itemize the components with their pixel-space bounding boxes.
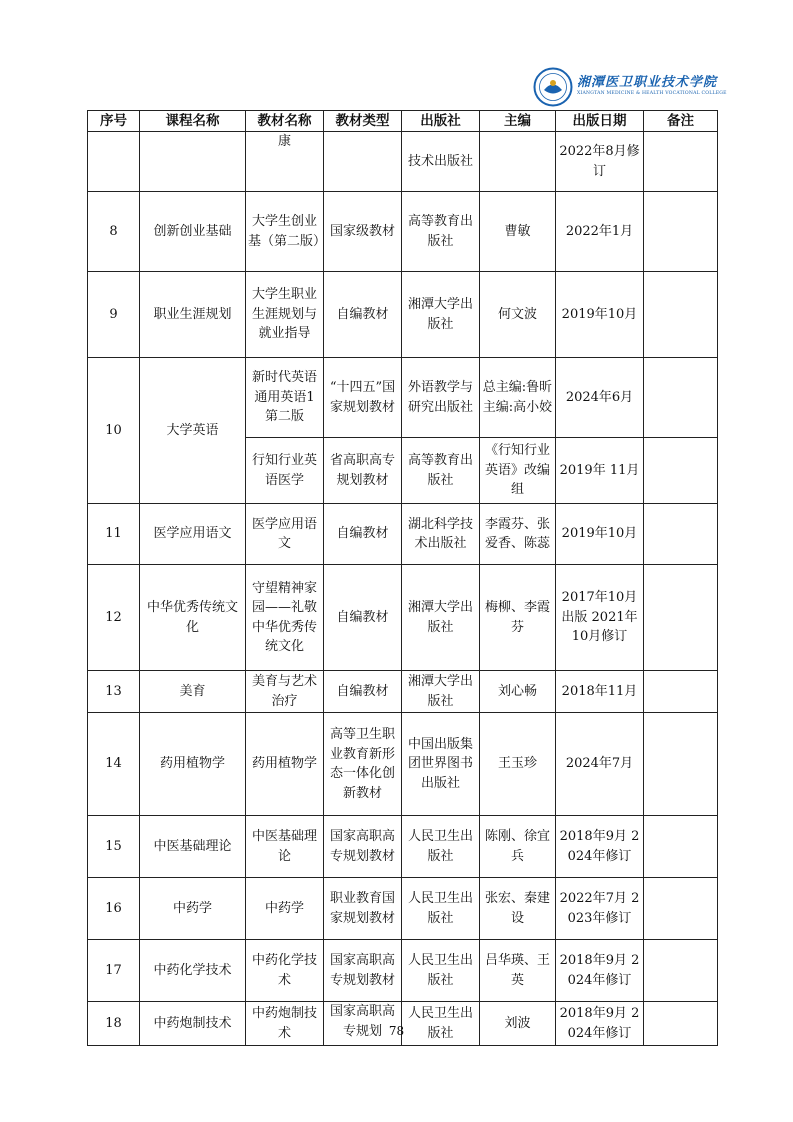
header-no: 序号 (88, 111, 140, 132)
cell-course: 药用植物学 (140, 713, 246, 816)
cell-publisher: 湘潭大学出版社 (402, 671, 480, 713)
table-row (88, 816, 718, 878)
college-logo (533, 67, 727, 113)
cell-publisher: 高等教育出版社 (402, 192, 480, 272)
college-name-english: XIANGTAN MEDICINE & HEALTH VOCATIONAL COLLEGE (577, 91, 727, 96)
header-textbook: 教材名称 (246, 111, 324, 132)
header-date: 出版日期 (556, 111, 644, 132)
cell-date: 2018年9月 2024年修订 (556, 816, 644, 878)
cell-note (644, 816, 718, 878)
table-row (88, 504, 718, 565)
header-course: 课程名称 (140, 111, 246, 132)
cell-note (644, 358, 718, 438)
cell-textbook: 守望精神家园——礼敬中华优秀传统文化 (246, 565, 324, 671)
cell-editor: 《行知行业英语》改编组 (480, 438, 556, 504)
cell-date: 2019年 11月 (556, 438, 644, 504)
cell-textbook: 中药学 (246, 878, 324, 940)
table-header-row (88, 111, 718, 132)
cell-editor: 梅柳、李霞芬 (480, 565, 556, 671)
cell-note (644, 192, 718, 272)
cell-course: 大学英语 (140, 358, 246, 504)
cell-date: 2018年9月 2024年修订 (556, 940, 644, 1002)
cell-date: 2022年1月 (556, 192, 644, 272)
cell-editor: 刘波 (480, 1002, 556, 1046)
cell-course: 中医基础理论 (140, 816, 246, 878)
cell-course: 中药化学技术 (140, 940, 246, 1002)
cell-course: 医学应用语文 (140, 504, 246, 565)
cell-publisher: 湖北科学技术出版社 (402, 504, 480, 565)
cell-date: 2024年7月 (556, 713, 644, 816)
cell-date: 2019年10月 (556, 504, 644, 565)
cell-editor: 吕华瑛、王英 (480, 940, 556, 1002)
cell-date: 2019年10月 (556, 272, 644, 358)
header-note: 备注 (644, 111, 718, 132)
cell-textbook: 中药化学技术 (246, 940, 324, 1002)
cell-type: 自编教材 (324, 272, 402, 358)
cell-type: 国家级教材 (324, 192, 402, 272)
cell-publisher: 人民卫生出版社 (402, 1002, 480, 1046)
cell-editor (480, 132, 556, 192)
cell-publisher: 技术出版社 (402, 132, 480, 192)
cell-note (644, 438, 718, 504)
cell-textbook: 新时代英语通用英语1 第二版 (246, 358, 324, 438)
cell-editor: 曹敏 (480, 192, 556, 272)
cell-type: 国家高职高专规划 (324, 1002, 402, 1046)
cell-course: 中药学 (140, 878, 246, 940)
cell-note (644, 504, 718, 565)
cell-publisher: 高等教育出版社 (402, 438, 480, 504)
cell-type: 国家高职高专规划教材 (324, 940, 402, 1002)
cell-publisher: 外语教学与研究出版社 (402, 358, 480, 438)
cell-textbook: 医学应用语文 (246, 504, 324, 565)
cell-date: 2018年9月 2024年修订 (556, 1002, 644, 1046)
cell-no (88, 132, 140, 192)
cell-editor: 何文波 (480, 272, 556, 358)
cell-publisher: 湘潭大学出版社 (402, 272, 480, 358)
cell-date: 2022年8月修订 (556, 132, 644, 192)
table-row (88, 671, 718, 713)
cell-course: 中华优秀传统文化 (140, 565, 246, 671)
table-row (88, 358, 718, 438)
cell-course: 美育 (140, 671, 246, 713)
cell-type: 自编教材 (324, 671, 402, 713)
page-number: 78 (388, 1024, 405, 1038)
cell-note (644, 878, 718, 940)
cell-course: 职业生涯规划 (140, 272, 246, 358)
cell-textbook: 美育与艺术治疗 (246, 671, 324, 713)
table-row (88, 565, 718, 671)
cell-type: 自编教材 (324, 565, 402, 671)
cell-textbook: 行知行业英语医学 (246, 438, 324, 504)
cell-note (644, 940, 718, 1002)
college-name: 湘潭医卫职业技术学院 (577, 75, 718, 90)
cell-date: 2017年10月出版 2021年10月修订 (556, 565, 644, 671)
cell-textbook: 大学生职业生涯规划与就业指导 (246, 272, 324, 358)
cell-no: 14 (88, 713, 140, 816)
table-row (88, 272, 718, 358)
cell-note (644, 713, 718, 816)
cell-editor: 王玉珍 (480, 713, 556, 816)
cell-no: 17 (88, 940, 140, 1002)
cell-textbook: 康 (246, 132, 324, 192)
cell-no: 9 (88, 272, 140, 358)
cell-type: “十四五”国家规划教材 (324, 358, 402, 438)
cell-no: 15 (88, 816, 140, 878)
table-row-continued (88, 132, 718, 192)
cell-no: 16 (88, 878, 140, 940)
cell-note (644, 132, 718, 192)
cell-publisher: 人民卫生出版社 (402, 816, 480, 878)
cell-editor: 总主编:鲁昕 主编:高小姣 (480, 358, 556, 438)
header-editor: 主编 (480, 111, 556, 132)
cell-type: 职业教育国家规划教材 (324, 878, 402, 940)
table-row (88, 940, 718, 1002)
cell-type (324, 132, 402, 192)
cell-type: 国家高职高专规划教材 (324, 816, 402, 878)
cell-course: 创新创业基础 (140, 192, 246, 272)
cell-textbook: 中药炮制技术 (246, 1002, 324, 1046)
cell-publisher: 湘潭大学出版社 (402, 565, 480, 671)
table-row (88, 878, 718, 940)
cell-editor: 李霞芬、张爱香、陈蕊 (480, 504, 556, 565)
cell-editor: 刘心畅 (480, 671, 556, 713)
cell-course: 中药炮制技术 (140, 1002, 246, 1046)
cell-date: 2022年7月 2023年修订 (556, 878, 644, 940)
cell-no: 10 (88, 358, 140, 504)
cell-textbook: 药用植物学 (246, 713, 324, 816)
cell-type: 省高职高专规划教材 (324, 438, 402, 504)
cell-note (644, 272, 718, 358)
cell-no: 13 (88, 671, 140, 713)
textbook-table (87, 110, 718, 1046)
cell-no: 8 (88, 192, 140, 272)
cell-publisher: 人民卫生出版社 (402, 940, 480, 1002)
cell-publisher: 中国出版集团世界图书出版社 (402, 713, 480, 816)
cell-no: 18 (88, 1002, 140, 1046)
cell-type: 自编教材 (324, 504, 402, 565)
cell-course (140, 132, 246, 192)
cell-editor: 陈刚、徐宜兵 (480, 816, 556, 878)
header-publisher: 出版社 (402, 111, 480, 132)
cell-note (644, 565, 718, 671)
cell-date: 2024年6月 (556, 358, 644, 438)
cell-no: 12 (88, 565, 140, 671)
table-row (88, 192, 718, 272)
cell-textbook: 大学生创业基（第二版） (246, 192, 324, 272)
cell-editor: 张宏、秦建设 (480, 878, 556, 940)
cell-publisher: 人民卫生出版社 (402, 878, 480, 940)
table-row (88, 713, 718, 816)
header-type: 教材类型 (324, 111, 402, 132)
cell-textbook: 中医基础理论 (246, 816, 324, 878)
cell-no: 11 (88, 504, 140, 565)
cell-type: 高等卫生职业教育新形态一体化创新教材 (324, 713, 402, 816)
college-emblem-icon (533, 67, 573, 107)
cell-note (644, 671, 718, 713)
cell-date: 2018年11月 (556, 671, 644, 713)
